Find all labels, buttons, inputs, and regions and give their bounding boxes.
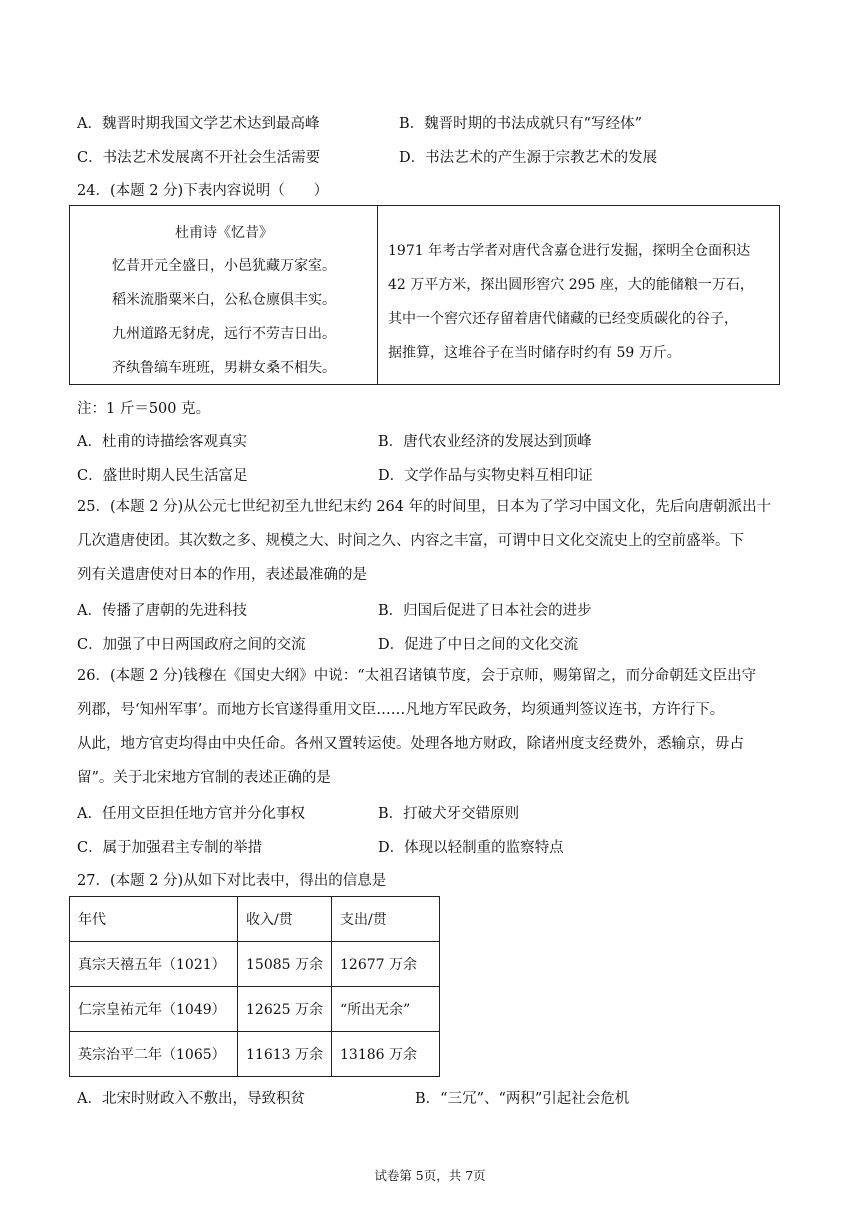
table-cell: 15085 万余 [238, 942, 332, 987]
q27-stem: 27．(本题 2 分)从如下对比表中，得出的信息是 [77, 873, 387, 889]
q26-stem-line: 26．(本题 2 分)钱穆在《国史大纲》中说：“太祖召诸镇节度，会于京师，赐第留之，而分命朝廷文臣出守 [77, 668, 757, 684]
poem-line: 稻米流脂粟米白，公私仓廪俱丰实。 [112, 292, 336, 308]
q24-option-d: D．文学作品与实物史料互相印证 [378, 468, 593, 484]
table-cell: 13186 万余 [332, 1032, 440, 1077]
q23-option-c: C．书法艺术发展离不开社会生活需要 [77, 150, 321, 166]
table-row [70, 987, 440, 1032]
q25-option-b: B．归国后促进了日本社会的进步 [378, 603, 592, 619]
poem-cell [70, 206, 378, 384]
archaeology-line: 其中一个窖穴还存留着唐代储藏的已经变质碳化的谷子， [388, 311, 738, 327]
q27-option-b: B．“三冗”、“两积”引起社会危机 [415, 1091, 630, 1107]
q27-option-a: A．北宋时财政入不敷出，导致积贫 [77, 1091, 305, 1107]
q24-stem: 24．(本题 2 分)下表内容说明（ ） [77, 183, 329, 199]
q26-option-a: A．任用文臣担任地方官并分化事权 [77, 806, 305, 822]
q24-source-table [69, 205, 780, 385]
q26-stem-line: 从此，地方官吏均得由中央任命。各州又置转运使。处理各地方财政，除诸州度支经费外，悉输京，毋占 [77, 736, 744, 752]
q23-option-a: A．魏晋时期我国文学艺术达到最高峰 [77, 116, 320, 132]
q23-option-b: B．魏晋时期的书法成就只有“写经体” [399, 116, 642, 132]
header-cell: 支出/贯 [332, 897, 440, 942]
table-cell: 12625 万余 [238, 987, 332, 1032]
archaeology-line: 1971 年考古学者对唐代含嘉仓进行发掘，探明全仓面积达 [388, 243, 751, 259]
table-header-row [70, 897, 440, 942]
q26-option-b: B．打破犬牙交错原则 [378, 806, 520, 822]
table-cell: 仁宗皇祐元年（1049） [70, 987, 238, 1032]
table-cell: “所出无余” [332, 987, 440, 1032]
q25-stem-line: 25．(本题 2 分)从公元七世纪初至九世纪末约 264 年的时间里，日本为了学习中国文化，先后向唐朝派出十 [77, 499, 772, 515]
q26-option-d: D．体现以轻制重的监察特点 [378, 840, 564, 856]
q25-stem-line: 列有关遣唐使对日本的作用，表述最准确的是 [77, 567, 367, 583]
table-cell: 12677 万余 [332, 942, 440, 987]
archaeology-line: 42 万平方米，探出圆形窖穴 295 座，大的能储粮一万石， [388, 277, 754, 293]
q25-option-c: C．加强了中日两国政府之间的交流 [77, 637, 306, 653]
q25-option-a: A．传播了唐朝的先进科技 [77, 603, 247, 619]
q26-stem-line: 留”。关于北宋地方官制的表述正确的是 [77, 770, 331, 786]
table-row [70, 942, 440, 987]
archaeology-cell [388, 234, 768, 370]
q24-option-a: A．杜甫的诗描绘客观真实 [77, 434, 247, 450]
q25-stem [77, 490, 789, 592]
table-cell: 真宗天禧五年（1021） [70, 942, 238, 987]
archaeology-line: 据推算，这堆谷子在当时储存时约有 59 万斤。 [388, 345, 681, 361]
table-cell: 英宗治平二年（1065） [70, 1032, 238, 1077]
q26-stem [77, 659, 789, 795]
q26-stem-line: 列郡，号‘知州军事’。而地方长官遂得重用文臣……凡地方军民政务，均须通判签议连书，方许行下。 [77, 702, 725, 718]
q25-stem-line: 几次遣唐使团。其次数之多、规模之大、时间之久、内容之丰富，可谓中日文化交流史上的空前盛举。下 [77, 533, 744, 549]
poem-line: 齐纨鲁缟车班班，男耕女桑不相失。 [112, 360, 336, 376]
header-cell: 收入/贯 [238, 897, 332, 942]
poem-line: 忆昔开元全盛日，小邑犹藏万家室。 [112, 258, 336, 274]
table-row [70, 1032, 440, 1077]
q25-option-d: D．促进了中日之间的文化交流 [378, 637, 579, 653]
q24-option-c: C．盛世时期人民生活富足 [77, 468, 248, 484]
header-cell: 年代 [70, 897, 238, 942]
q26-option-c: C．属于加强君主专制的举措 [77, 840, 263, 856]
q24-note: 注：1 斤＝500 克。 [77, 401, 211, 417]
finance-comparison-table [69, 896, 440, 1077]
q23-option-d: D．书法艺术的产生源于宗教艺术的发展 [399, 150, 658, 166]
poem-title: 杜甫诗《忆昔》 [175, 225, 273, 241]
table-cell: 11613 万余 [238, 1032, 332, 1077]
q24-option-b: B．唐代农业经济的发展达到顶峰 [378, 434, 592, 450]
page-footer: 试卷第 5页，共 7页 [374, 1168, 486, 1183]
poem-line: 九州道路无豺虎，远行不劳吉日出。 [112, 326, 336, 342]
